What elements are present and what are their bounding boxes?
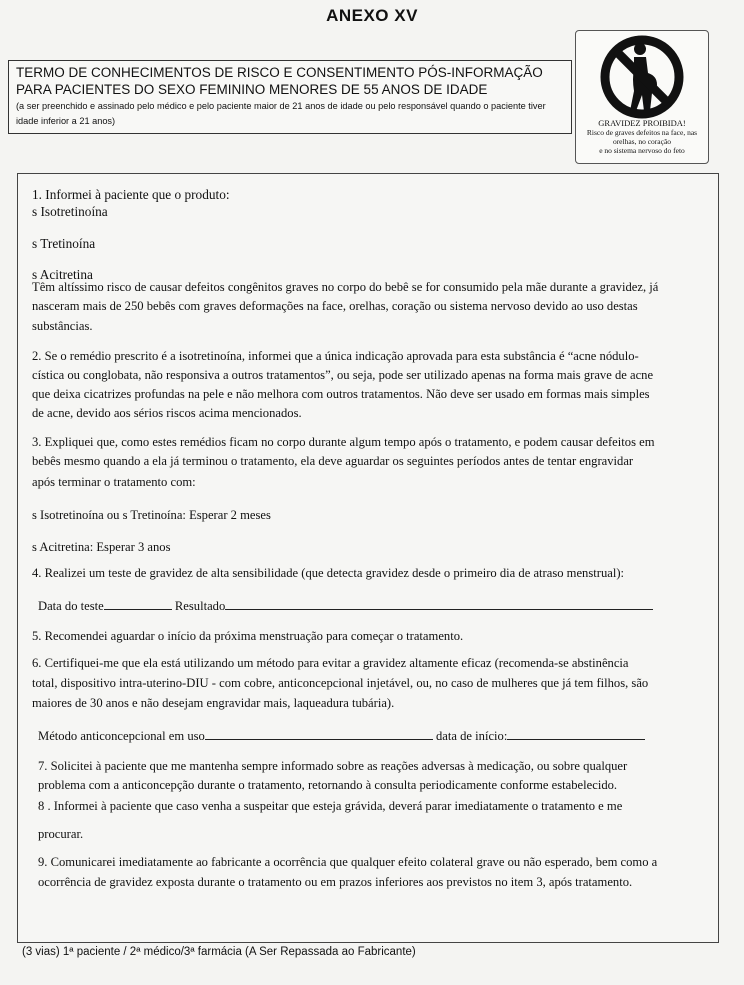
item7-line2: problema com a anticoncepção durante o tratamento, retornando à consulta periodicamente conforme estabelecido. <box>38 778 618 792</box>
item6-line1: 6. Certifiquei-me que ela está utilizando um método para evitar a gravidez altamente eficaz (recomenda-se abstinência <box>32 656 629 670</box>
item9-line2: ocorrência de gravidez exposta durante o tratamento ou em prazos inferiores aos previstos no item 3, após tratamento. <box>38 875 633 889</box>
option-acitretina: s Acitretina <box>32 267 93 282</box>
item8-line1: 8 . Informei à paciente que caso venha a suspeitar que esteja grávida, deverá parar imediatamente o tratamento e me <box>38 799 623 813</box>
annex-title: ANEXO XV <box>326 6 418 25</box>
header-title-line2: PARA PACIENTES DO SEXO FEMININO MENORES DE 55 ANOS DE IDADE <box>16 82 488 97</box>
test-result-blank[interactable] <box>225 597 653 610</box>
item4-text: 4. Realizei um teste de gravidez de alta sensibilidade (que detecta gravidez desde o primeiro dia de atraso menstrual): <box>32 566 625 580</box>
copies-footer: (3 vias) 1ª paciente / 2ª médico/3ª farmácia (A Ser Repassada ao Fabricante) <box>22 946 416 958</box>
start-date-blank[interactable] <box>507 727 645 740</box>
pregnancy-warning-box <box>575 30 709 164</box>
item7-line1: 7. Solicitei à paciente que me mantenha sempre informado sobre as reações adversas à medicação, ou sobre qualquer <box>38 759 628 773</box>
item8-line2: procurar. <box>38 827 84 841</box>
header-box <box>8 60 572 134</box>
warning-text-line1: Risco de graves defeitos na face, nas <box>586 128 698 137</box>
test-date-blank[interactable] <box>104 597 172 610</box>
item3-option-isotretinoina-tretinoina: s Isotretinoína ou s Tretinoína: Esperar 2 meses <box>32 508 271 522</box>
item1-line1: Têm altíssimo risco de causar defeitos congênitos graves no corpo do bebê se for consumido pela mãe durante a gravidez, já <box>32 280 659 294</box>
header-instructions: (a ser preenchido e assinado pelo médico e pelo paciente maior de 21 anos de idade ou pelo responsável quando o paciente tiver idade inferior a 21 anos) <box>16 101 546 126</box>
item6-method-field <box>38 726 645 747</box>
item1-intro: 1. Informei à paciente que o produto: <box>32 187 230 202</box>
item4-date-field <box>38 596 653 617</box>
warning-title: GRAVIDEZ PROIBIDA! <box>598 118 686 128</box>
item3-line1: 3. Expliquei que, como estes remédios ficam no corpo durante algum tempo após o tratamento, e podem causar defeitos em <box>32 435 655 449</box>
item3-option-acitretina: s Acitretina: Esperar 3 anos <box>32 540 171 554</box>
item2-line1: 2. Se o remédio prescrito é a isotretinoína, informei que a única indicação aprovada para esta substância é “acne nódulo- <box>32 349 639 363</box>
item2-line3: que deixa cicatrizes profundas na pele e não melhora com outros tratamentos. Não deve ser usado em formas mais simples <box>32 387 650 401</box>
item3-line2: bebês mesmo quando a ela já terminou o tratamento, ela deve aguardar os seguintes períodos antes de tentar engravidar <box>32 454 634 468</box>
option-tretinoina: s Tretinoína <box>32 236 96 251</box>
item6-line3: maiores de 30 anos e não desejam engravidar mais, laqueadura tubária). <box>32 696 395 710</box>
item2-line4: de acne, devido aos sérios riscos acima mencionados. <box>32 406 302 420</box>
item3-line3: após terminar o tratamento com: <box>32 475 196 489</box>
test-result-label: Resultado <box>174 599 226 613</box>
item1-line2: nasceram mais de 250 bebês com graves deformações na face, orelhas, coração ou sistema nervoso devido ao uso destas <box>32 299 638 313</box>
start-date-label: data de início: <box>435 729 508 743</box>
warning-text-line3: e no sistema nervoso do feto <box>599 146 685 155</box>
item1-line3: substâncias. <box>32 319 93 333</box>
warning-text <box>576 119 708 155</box>
item6-line2: total, dispositivo intra-uterino-DIU - com cobre, anticoncepcional injetável, ou, no caso de mulheres que já tem filhos, são <box>32 676 649 690</box>
warning-text-line2: orelhas, no coração <box>612 137 672 146</box>
item2-line2: cística ou conglobata, não responsiva a outros tratamentos”, ou seja, pode ser utilizado apenas na forma mais grave de acne <box>32 368 654 382</box>
item9-line1: 9. Comunicarei imediatamente ao fabricante a ocorrência que qualquer efeito colateral grave ou não esperado, bem como a <box>38 855 658 869</box>
test-date-label: Data do teste <box>38 599 104 613</box>
no-pregnancy-icon <box>590 33 694 119</box>
header-title-line1: TERMO DE CONHECIMENTOS DE RISCO E CONSENTIMENTO PÓS-INFORMAÇÃO <box>16 65 543 80</box>
contraceptive-method-label: Método anticoncepcional em uso <box>38 729 205 743</box>
item5-text: 5. Recomendei aguardar o início da próxima menstruação para começar o tratamento. <box>32 629 464 643</box>
contraceptive-method-blank[interactable] <box>205 727 433 740</box>
option-isotretinoina: s Isotretinoína <box>32 204 108 219</box>
